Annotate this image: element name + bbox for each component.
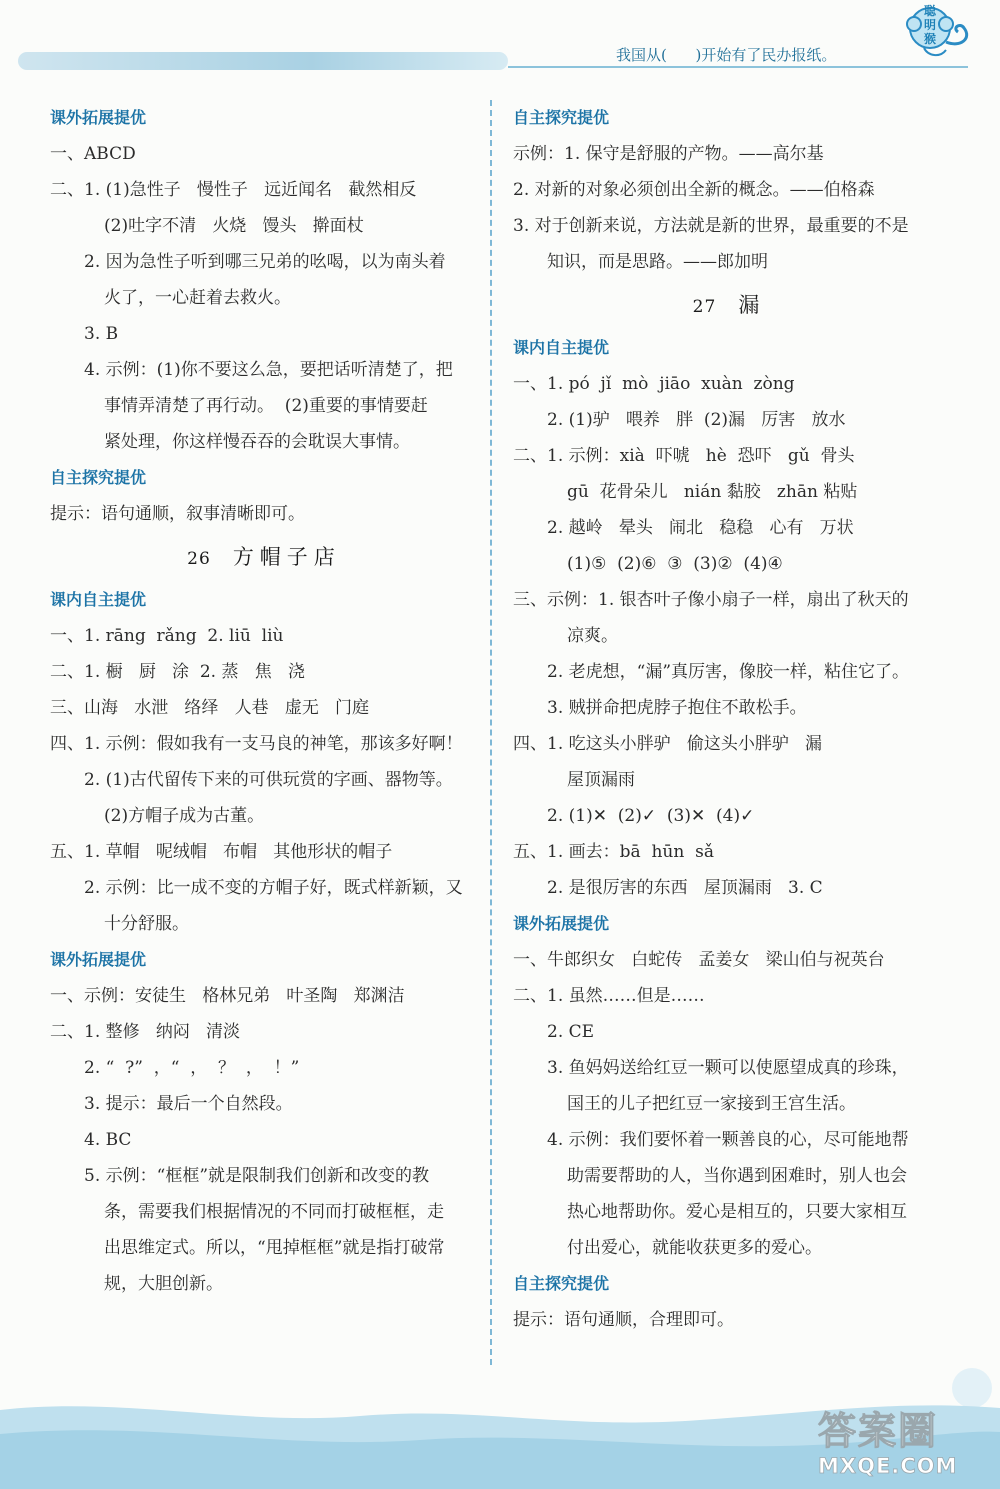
left-answer-line: 提示：语句通顺，叙事清晰即可。 bbox=[50, 504, 305, 524]
left-answer-line: 5. 示例：“框框”就是限制我们创新和改变的教 bbox=[84, 1166, 430, 1186]
right-answer-line: 三、示例：1. 银杏叶子像小扇子一样，扇出了秋天的 bbox=[513, 590, 909, 610]
left-answer-line: 4. 示例：(1)你不要这么急，要把话听清楚了，把 bbox=[84, 360, 453, 380]
left-answer-line: 五、1. 草帽 呢绒帽 布帽 其他形状的帽子 bbox=[50, 842, 393, 862]
left-column bbox=[50, 100, 478, 1302]
left-answer-line: 一、示例：安徒生 格林兄弟 叶圣陶 郑渊洁 bbox=[50, 986, 405, 1006]
left-answer-line: 二、1. (1)急性子 慢性子 远近闻名 截然相反 bbox=[50, 180, 417, 200]
left-answer-line: 火了，一心赶着去救火。 bbox=[104, 288, 291, 308]
left-answer-line: 二、1. 橱 厨 涂 2. 蒸 焦 浇 bbox=[50, 662, 305, 682]
left-answer-line: 2. (1)古代留传下来的可供玩赏的字画、器物等。 bbox=[84, 770, 453, 790]
right-answer-line: 2. (1)驴 喂养 胖 (2)漏 厉害 放水 bbox=[547, 410, 846, 430]
watermark-url: MXQE.COM bbox=[818, 1454, 958, 1478]
left-answer-line: 2. “ ?” ，“ ， ？ ， ！” bbox=[84, 1058, 300, 1078]
right-answer-line: 屋顶漏雨 bbox=[567, 770, 635, 790]
left-answer-line: (2)吐字不清 火烧 馒头 擀面杖 bbox=[104, 216, 364, 236]
left-answer-line: 三、山海 水泄 络绎 人巷 虚无 门庭 bbox=[50, 698, 370, 718]
right-answer-line: 3. 对于创新来说，方法就是新的世界，最重要的不是 bbox=[513, 216, 909, 236]
column-divider bbox=[490, 100, 492, 1365]
right-lesson-title bbox=[513, 280, 945, 330]
right-answer-line: 4. 示例：我们要怀着一颗善良的心，尽可能地帮 bbox=[547, 1130, 909, 1150]
left-answer-line: 3. 提示：最后一个自然段。 bbox=[84, 1094, 293, 1114]
lesson-number: 26 bbox=[187, 549, 211, 569]
left-answer-line: 4. BC bbox=[84, 1130, 132, 1150]
watermark-title: 答案圈 bbox=[818, 1409, 939, 1453]
right-answer-line: 2. CE bbox=[547, 1022, 595, 1042]
right-answer-line: 示例：1. 保守是舒服的产物。——高尔基 bbox=[513, 144, 824, 164]
right-answer-line: 3. 鱼妈妈送给红豆一颗可以使愿望成真的珍珠， bbox=[547, 1058, 909, 1078]
right-answer-line: 一、牛郎织女 白蛇传 孟姜女 梁山伯与祝英台 bbox=[513, 950, 885, 970]
right-answer-line: (1)⑤ (2)⑥ ③ (3)② (4)④ bbox=[567, 554, 783, 574]
left-answer-line: 2. 因为急性子听到哪三兄弟的吆喝，以为南头着 bbox=[84, 252, 446, 272]
left-answer-line: 出思维定式。所以，“甩掉框框”就是指打破常 bbox=[104, 1238, 445, 1258]
left-lesson-title bbox=[50, 532, 478, 582]
right-answer-line: 热心地帮助你。爱心是相互的，只要大家相互 bbox=[567, 1202, 907, 1222]
right-answer-line: 2. 越岭 晕头 闹北 稳稳 心有 万状 bbox=[547, 518, 854, 538]
left-section-heading: 课外拓展提优 bbox=[50, 108, 147, 127]
left-answer-line: (2)方帽子成为古董。 bbox=[104, 806, 265, 826]
right-answer-line: 付出爱心，就能收获更多的爱心。 bbox=[567, 1238, 822, 1258]
right-answer-line: 知识，而是思路。——郎加明 bbox=[547, 252, 768, 272]
monkey-icon bbox=[906, 2, 976, 64]
lesson-number: 27 bbox=[692, 297, 717, 317]
left-answer-line: 规，大胆创新。 bbox=[104, 1274, 223, 1294]
left-answer-line: 二、1. 整修 纳闷 清淡 bbox=[50, 1022, 241, 1042]
left-section-heading: 课内自主提优 bbox=[50, 590, 147, 609]
right-answer-line: 2. 对新的对象必须创出全新的概念。——伯格森 bbox=[513, 180, 875, 200]
left-answer-line: 一、1. rāng rǎng 2. liū liù bbox=[50, 626, 284, 646]
left-answer-line: 3. B bbox=[84, 324, 119, 344]
logo-text: 聪明猴 bbox=[923, 4, 936, 46]
right-answer-line: 3. 贼拼命把虎脖子抱住不敢松手。 bbox=[547, 698, 807, 718]
left-answer-line: 十分舒服。 bbox=[104, 914, 189, 934]
left-answer-line: 紧处理，你这样慢吞吞的会耽误大事情。 bbox=[104, 432, 410, 452]
right-column bbox=[513, 100, 945, 1338]
left-section-heading: 课外拓展提优 bbox=[50, 950, 147, 969]
right-answer-line: 提示：语句通顺，合理即可。 bbox=[513, 1310, 734, 1330]
right-answer-line: 2. 老虎想，“漏”真厉害，像胶一样，粘住它了。 bbox=[547, 662, 910, 682]
header-bar bbox=[18, 52, 508, 70]
left-section-heading: 自主探究提优 bbox=[50, 468, 147, 487]
monkey-logo bbox=[906, 2, 976, 64]
right-answer-line: gū 花骨朵儿 nián 黏胶 zhān 粘贴 bbox=[567, 482, 858, 502]
watermark bbox=[812, 1400, 997, 1486]
header-question: 我国从( )开始有了民办报纸。 bbox=[616, 46, 837, 64]
right-answer-line: 2. (1)✕ (2)✓ (3)✕ (4)✓ bbox=[547, 806, 755, 826]
left-answer-line: 四、1. 示例：假如我有一支马良的神笔，那该多好啊！ bbox=[50, 734, 463, 754]
right-answer-line: 助需要帮助的人，当你遇到困难时，别人也会 bbox=[567, 1166, 907, 1186]
right-section-heading: 课外拓展提优 bbox=[513, 914, 610, 933]
right-answer-line: 2. 是很厉害的东西 屋顶漏雨 3. C bbox=[547, 878, 823, 898]
left-answer-line: 条，需要我们根据情况的不同而打破框框，走 bbox=[104, 1202, 444, 1222]
right-answer-line: 五、1. 画去：bā hūn sǎ bbox=[513, 842, 714, 862]
right-answer-line: 凉爽。 bbox=[567, 626, 618, 646]
left-answer-line: 2. 示例：比一成不变的方帽子好，既式样新颖，又 bbox=[84, 878, 463, 898]
left-answer-line: 一、ABCD bbox=[50, 144, 136, 164]
lesson-name: 漏 bbox=[738, 293, 766, 317]
right-answer-line: 二、1. 示例：xià 吓唬 hè 恐吓 gǔ 骨头 bbox=[513, 446, 855, 466]
left-answer-line: 事情弄清楚了再行动。 (2)重要的事情要赶 bbox=[104, 396, 428, 416]
header-rule bbox=[508, 66, 968, 68]
right-answer-line: 二、1. 虽然……但是…… bbox=[513, 986, 705, 1006]
right-section-heading: 自主探究提优 bbox=[513, 1274, 610, 1293]
right-section-heading: 自主探究提优 bbox=[513, 108, 610, 127]
right-section-heading: 课内自主提优 bbox=[513, 338, 610, 357]
right-answer-line: 四、1. 吃这头小胖驴 偷这头小胖驴 漏 bbox=[513, 734, 823, 754]
right-answer-line: 国王的儿子把红豆一家接到王宫生活。 bbox=[567, 1094, 856, 1114]
right-answer-line: 一、1. pó jǐ mò jiāo xuàn zòng bbox=[513, 374, 795, 394]
lesson-name: 方帽子店 bbox=[232, 545, 341, 569]
